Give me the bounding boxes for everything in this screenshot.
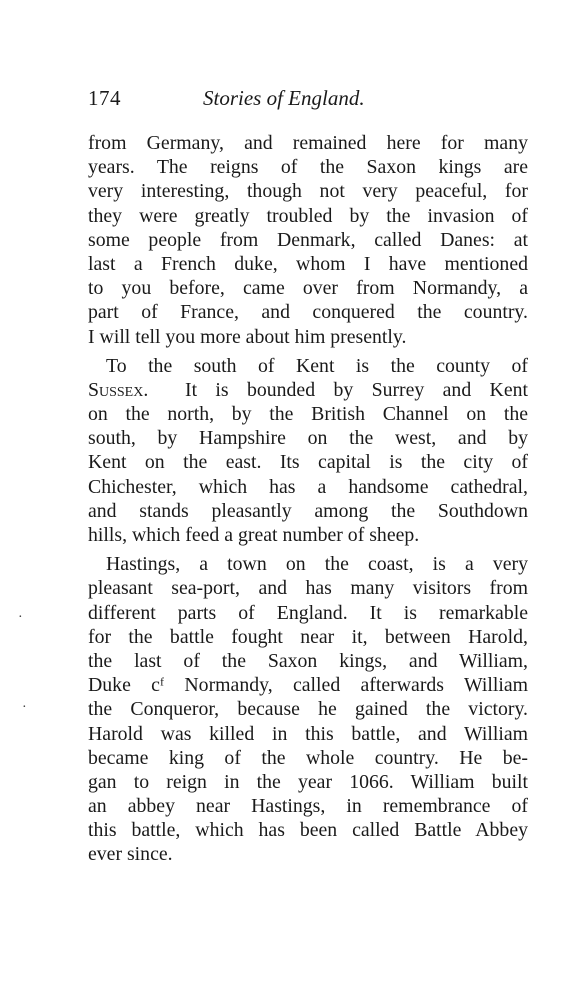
margin-speck: ·: [22, 700, 27, 715]
text-line: gan to reign in the year 1066. William built: [88, 770, 528, 793]
text-line: ever since.: [88, 843, 173, 866]
text-line: I will tell you more about him presently.: [88, 325, 407, 348]
text-line: Hastings, a town on the coast, is a very: [106, 553, 528, 576]
text-line: this battle, which has been called Battle Abbey: [88, 819, 528, 842]
text-line: on the north, by the British Channel on the: [88, 403, 528, 426]
body-text: [88, 131, 528, 872]
text-line: Chichester, which has a handsome cathedral,: [88, 475, 528, 498]
page-number: 174: [88, 86, 121, 110]
text-line: the last of the Saxon kings, and William,: [88, 649, 528, 672]
text-line: south, by Hampshire on the west, and by: [88, 427, 528, 450]
text-line: for the battle fought near it, between Harold,: [88, 625, 528, 648]
text-line: from Germany, and remained here for many: [88, 132, 528, 154]
text-line: they were greatly troubled by the invasion of: [88, 204, 528, 227]
text-line: an abbey near Hastings, in remembrance of: [88, 795, 528, 818]
text-line: became king of the whole country. He be-: [88, 746, 528, 769]
paragraph-1: [88, 131, 528, 349]
text-line: years. The reigns of the Saxon kings are: [88, 156, 528, 179]
text-line: part of France, and conquered the country.: [88, 301, 528, 324]
text-line: very interesting, though not very peaceful, for: [88, 180, 528, 203]
text-line-with-small-caps: [88, 378, 528, 402]
county-name-small-caps: Sussex.: [88, 378, 149, 401]
paragraph-3: [88, 552, 528, 866]
text-line-rest: It is bounded by Surrey and Kent: [185, 378, 529, 401]
text-line: different parts of England. It is remarkable: [88, 601, 528, 624]
margin-speck: ·: [18, 610, 23, 625]
text-line: Kent on the east. Its capital is the city of: [88, 451, 528, 474]
running-head: [88, 86, 528, 116]
text-line: the Conqueror, because he gained the victory.: [88, 698, 528, 721]
text-line: Harold was killed in this battle, and William: [88, 722, 528, 745]
text-line: last a French duke, whom I have mentioned: [88, 252, 528, 275]
text-line: pleasant sea-port, and has many visitors from: [88, 577, 528, 600]
text-line: To the south of Kent is the county of: [106, 354, 528, 377]
running-title: Stories of England.: [203, 86, 365, 110]
text-line: to you before, came over from Normandy, a: [88, 277, 528, 300]
paragraph-2: [88, 354, 528, 548]
text-line: Duke cᶠ Normandy, called afterwards William: [88, 674, 528, 697]
text-line: some people from Denmark, called Danes: at: [88, 228, 528, 251]
text-line: and stands pleasantly among the Southdown: [88, 499, 528, 522]
text-line: hills, which feed a great number of sheep.: [88, 524, 420, 546]
